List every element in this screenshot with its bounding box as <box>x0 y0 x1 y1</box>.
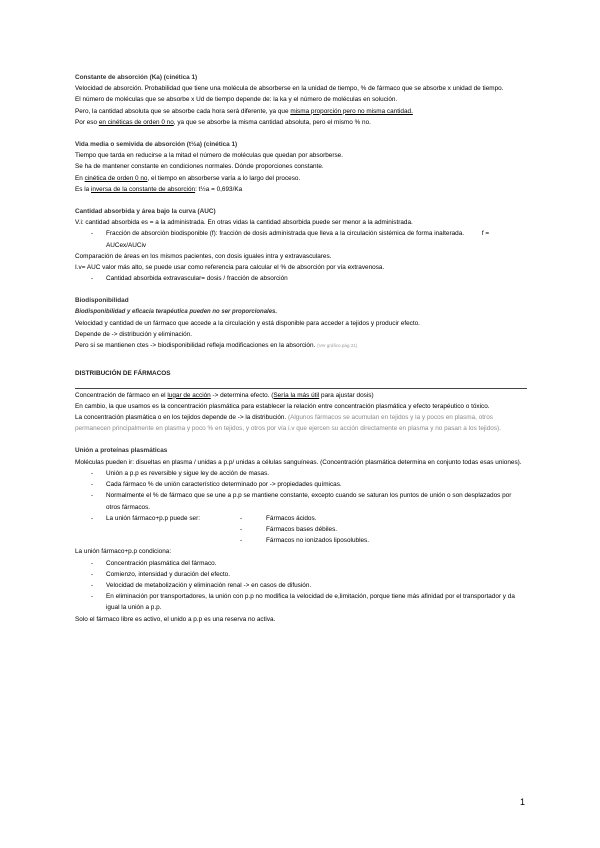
text: Cantidad absorbida extravascular= dosis / fracción de absorción <box>106 275 288 283</box>
text: para ajustar dosis) <box>319 391 374 399</box>
text: Pero si se mantienen ctes -> biodisponibilidad refleja modificaciones en la absorción. <box>75 342 316 350</box>
paragraph: La unión fármaco+p.p condiciona: <box>75 548 172 556</box>
sub-list-item: - Fármacos ácidos. <box>240 514 317 522</box>
paragraph: Moléculas pueden ir: disueltas en plasma / unidas a p.p/ unidas a células sanguíneas. (Concentración plasmática determina en conjunto todas esas uniones). <box>75 458 522 466</box>
paragraph: Comparación de áreas en los mismos pacientes, con dosis iguales intra y extravasculares. <box>75 252 332 260</box>
reference-note: (Ver gráfico pág 21) <box>317 343 358 349</box>
text: -> determina efecto. ( <box>210 391 274 399</box>
text: Comienzo, intensidad y duración del efecto. <box>106 570 230 578</box>
paragraph <box>75 173 527 184</box>
subtitle: Biodisponibilidad y eficacia terapéutica pueden no ser proporcionales. <box>75 308 278 315</box>
text: Es la <box>75 185 91 193</box>
list-item: - Cantidad absorbida extravascular= dosis / fracción de absorción <box>91 275 288 283</box>
text: Concentración plasmática del fármaco. <box>106 559 217 567</box>
text: La unión fármaco+p.p puede ser: <box>106 514 200 522</box>
underlined-text: cinética de orden 0 no <box>84 174 148 182</box>
paragraph <box>75 390 527 401</box>
paragraph: Velocidad de absorción. Probabilidad que tiene una molécula de absorberse en la unidad de tiempo, % de fármaco que se absorbe x unidad de tiempo. <box>75 85 504 93</box>
list-item: - Concentración plasmática del fármaco. <box>91 559 217 567</box>
section-title-half-life: Vida media o semivida de absorción (t½a) (cinética 1) <box>75 141 238 149</box>
text: Cada fármaco % de unión característico determinado por -> propiedades químicas. <box>106 481 342 489</box>
text: En eliminación por transportadores, la unión con p.p no modifica la velocidad de e,limitación, porque tiene más afinidad por el transportador y da igual la unión a p.p. <box>106 593 515 612</box>
paragraph <box>75 106 527 117</box>
text: Normalmente el % de fármaco que se une a p.p se mantiene constante, excepto cuando se saturan los puntos de unión o son desplazados por otros fármacos. <box>106 492 512 511</box>
paragraph <box>75 412 527 434</box>
underlined-text: lugar de acción <box>167 391 211 399</box>
text: La concentración plasmática o en los tejidos depende de -> la distribución. <box>75 414 287 422</box>
list-item: - Unión a p.p es reversible y sigue ley de acción de masas. <box>91 469 270 477</box>
section-title-protein-binding: Unión a proteínas plasmáticas <box>75 447 168 455</box>
underlined-text: misma proporción pero no misma cantidad. <box>290 107 413 115</box>
section-divider <box>75 388 527 389</box>
paragraph: V.i: cantidad absorbida es = a la administrada. En otras vidas la cantidad absorbida puede ser menor a la administrada. <box>75 219 413 227</box>
list-item: - Velocidad de metabolización y eliminación renal -> en casos de difusión. <box>91 581 312 589</box>
section-title-bioavailability: Biodisponibilidad <box>75 297 129 305</box>
list-item: - En eliminación por transportadores, la unión con p.p no modifica la velocidad de e,limitación, porque tiene más afinidad por el transportador y da igual la unión a p.p. <box>91 593 515 612</box>
text: Fármacos bases débiles. <box>266 525 338 533</box>
sub-list-item: - Fármacos no ionizados liposolubles. <box>240 537 370 545</box>
paragraph: Depende de -> distribución y eliminación. <box>75 331 193 339</box>
text: Velocidad de metabolización y eliminación renal -> en casos de difusión. <box>106 581 312 589</box>
text: Por eso <box>75 118 99 126</box>
page-content <box>75 72 527 625</box>
list-item: - Cada fármaco % de unión característico determinado por -> propiedades químicas. <box>91 481 342 489</box>
list-item: - La unión fármaco+p.p puede ser: <box>91 514 200 522</box>
underlined-text: inversa de la constante de absorción <box>90 185 196 193</box>
paragraph: Tiempo que tarda en reducirse a la mitad el número de moléculas que quedan por absorberse. <box>75 152 343 160</box>
paragraph: En cambio, la que usamos es la concentración plasmática para establecer la relación entre concentración plasmática y efecto terapéutico o tóxico. <box>75 402 490 410</box>
gray-note: (Algunos fármacos se acumulan en tejidos y la y pocos en plasma, otros permanecen principalmente en plasma y poco % en tejidos, y otros por vía i.v que ejercen su acción directamente en plasma y no pasan a los tejidos). <box>75 414 501 433</box>
paragraph: I.v= AUC valor más alto, se puede usar como referencia para calcular el % de absorción por vía extravenosa. <box>75 264 385 272</box>
text: : t½a = 0,693/Ka <box>195 185 243 193</box>
paragraph: El número de moléculas que se absorbe x Ud de tiempo depende de: la ka y el número de moléculas en solución. <box>75 96 398 104</box>
section-title-auc: Cantidad absorbida y área bajo la curva (AUC) <box>75 208 216 216</box>
paragraph <box>75 340 527 351</box>
text: Pero, la cantidad absoluta que se absorbe cada hora será diferente, ya que <box>75 107 291 115</box>
paragraph: Se ha de mantener constante en condiciones normales. Dónde proporciones constante. <box>75 163 324 171</box>
section-title-distribution: DISTRIBUCIÓN DE FÁRMACOS <box>75 370 171 378</box>
list-item: - Normalmente el % de fármaco que se une a p.p se mantiene constante, excepto cuando se saturan los puntos de unión o son desplazados por otros fármacos. <box>91 492 512 511</box>
sub-list-item: - Fármacos bases débiles. <box>240 525 338 533</box>
list-item: - Fracción de absorción biodisponible (f): fracción de dosis administrada que lleva a la circulación sistémica de forma inalterada. f = AUCex/AUCiv <box>91 230 490 249</box>
text: En <box>75 174 85 182</box>
text: , ya que se absorbe la misma cantidad absoluta, pero el mismo % no. <box>173 118 371 126</box>
sub-list <box>240 513 527 547</box>
paragraph: Velocidad y cantidad de un fármaco que accede a la circulación y está disponible para acceder a tejidos y producir efecto. <box>75 319 420 327</box>
paragraph <box>75 117 527 128</box>
binding-types <box>75 513 527 547</box>
text: Fracción de absorción biodisponible (f): fracción de dosis administrada que lleva a la circulación sistémica de forma inalterada. <box>106 230 465 238</box>
list-item: - Comienzo, intensidad y duración del efecto. <box>91 570 230 578</box>
text: Concentración de fármaco en el <box>75 391 168 399</box>
paragraph: Solo el fármaco libre es activo, el unido a p.p es una reserva no activa. <box>75 615 276 623</box>
paragraph <box>75 184 527 195</box>
section-title-ka: Constante de absorción (Ka) (cinética 1) <box>75 74 198 81</box>
text: Fármacos no ionizados liposolubles. <box>266 537 370 545</box>
text: Fármacos ácidos. <box>266 514 317 522</box>
text: Unión a p.p es reversible y sigue ley de acción de masas. <box>106 469 270 477</box>
underlined-text: Sería la más útil <box>273 391 320 399</box>
formula: f = AUCex/AUCiv <box>106 230 490 249</box>
text: , el tiempo en absorberse varía a lo largo del proceso. <box>147 174 301 182</box>
underlined-text: en cinéticas de orden 0 no <box>98 118 174 126</box>
page-number: 1 <box>520 797 526 807</box>
